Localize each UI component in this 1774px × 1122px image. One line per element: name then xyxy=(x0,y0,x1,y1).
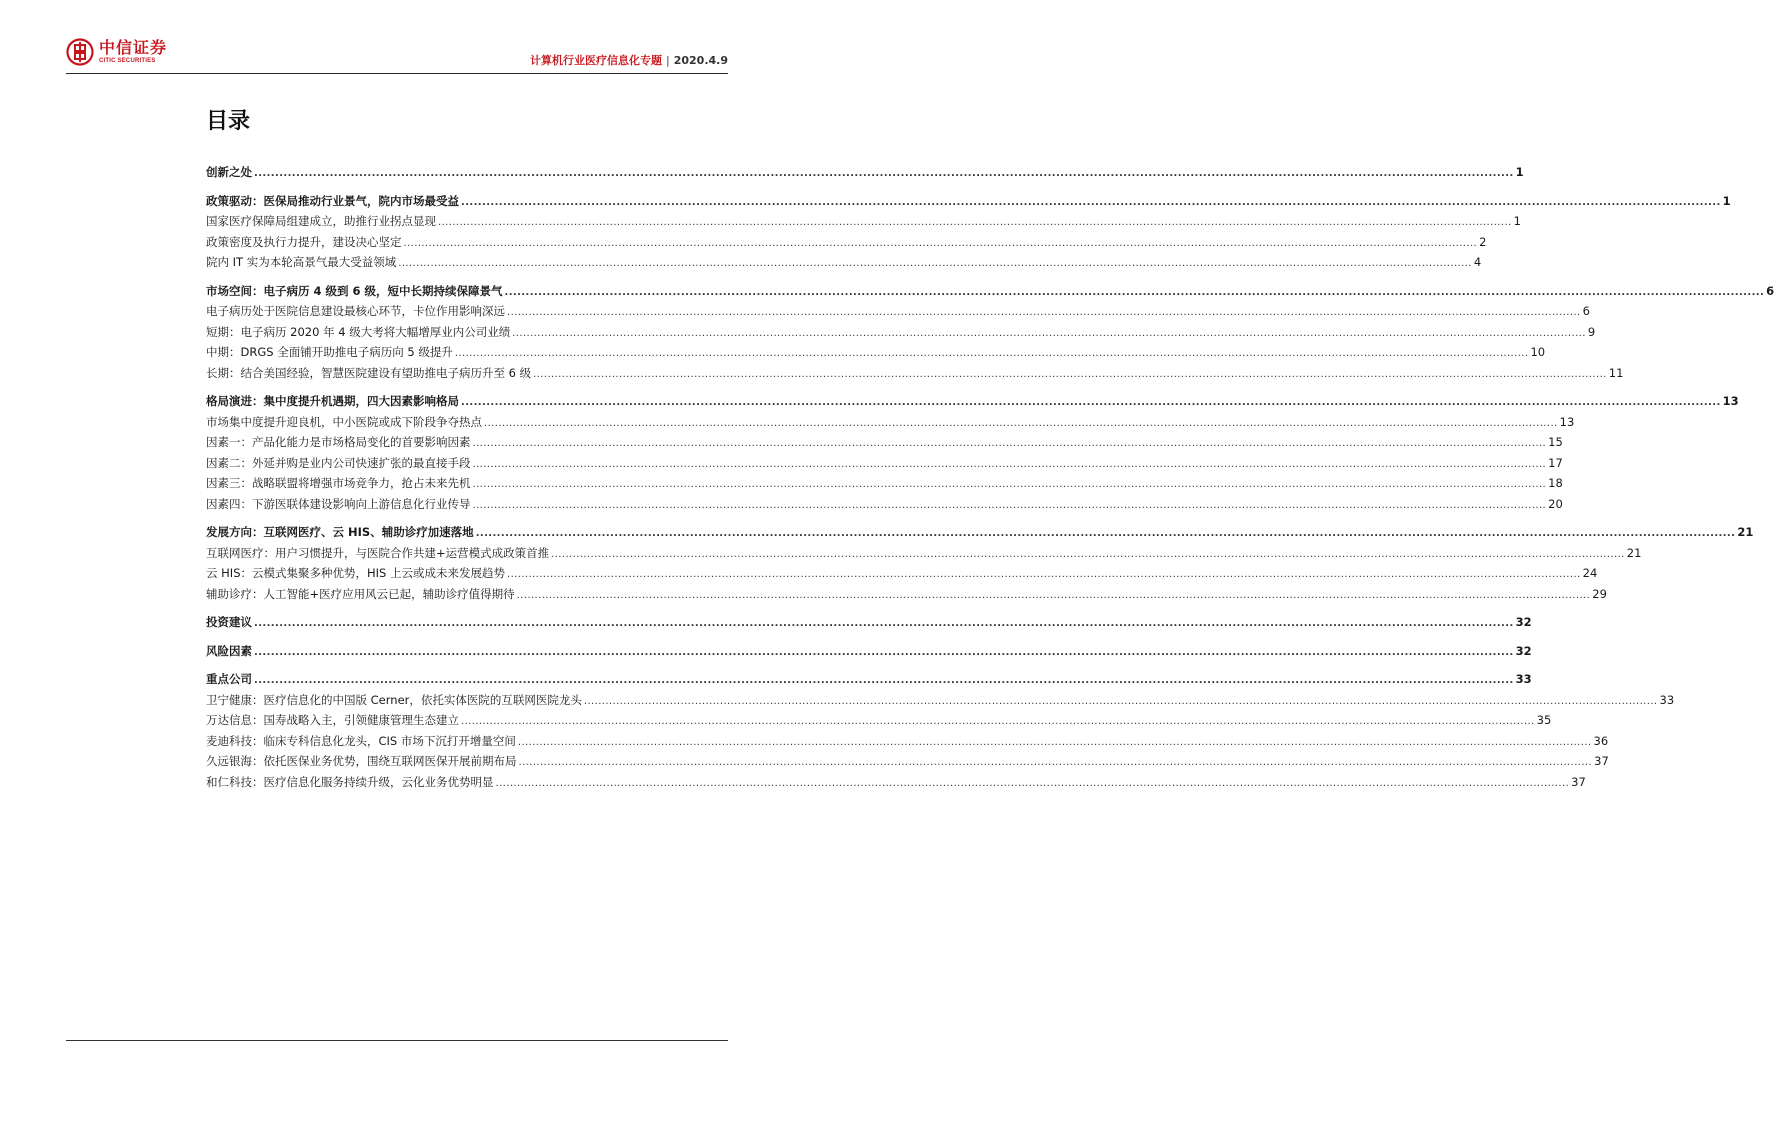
toc-entry-title: 云 HIS：云模式集聚多种优势，HIS 上云或成未来发展趋势 xyxy=(206,566,505,580)
toc-page-number: 35 xyxy=(1536,713,1552,727)
toc-page-number: 29 xyxy=(1592,586,1607,601)
toc-leader-dots: ............................................................................................................................................................................................................................................................................................................ xyxy=(438,217,1512,228)
toc-page-number: 17 xyxy=(1548,455,1563,470)
toc-subsection-entry[interactable] xyxy=(206,733,1609,754)
toc-page-number: 37 xyxy=(1594,754,1609,768)
toc-page-number: 33 xyxy=(1515,672,1532,686)
toc-subsection-entry[interactable] xyxy=(206,234,1487,255)
toc-section-gap xyxy=(206,606,726,614)
report-header-info xyxy=(530,52,728,68)
toc-leader-dots: ............................................................................................................................................................................................................................................................................................................ xyxy=(403,237,1478,249)
toc-entry-title: 电子病历处于医院信息建设最核心环节，卡位作用影响深远 xyxy=(206,304,505,318)
toc-entry-title: 国家医疗保障局组建成立，助推行业拐点显现 xyxy=(206,214,436,228)
toc-subsection-entry[interactable] xyxy=(206,344,1546,365)
toc-leader-dots: ............................................................................................................................................................................................................................................................................................................ xyxy=(461,397,1721,408)
toc-leader-dots: ............................................................................................................................................................................................................................................................................................................ xyxy=(254,675,1514,686)
toc-entry-title: 卫宁健康：医疗信息化的中国版 Cerner，依托实体医院的互联网医院龙头 xyxy=(206,692,582,707)
toc-entry-title: 辅助诊疗：人工智能+医疗应用风云已起，辅助诊疗值得期待 xyxy=(206,586,515,601)
toc-subsection-entry[interactable] xyxy=(206,753,1609,774)
toc-page-number: 1 xyxy=(1515,165,1524,179)
toc-entry-title: 政策密度及执行力提升，建设决心坚定 xyxy=(206,234,402,249)
toc-leader-dots: ............................................................................................................................................................................................................................................................................................................ xyxy=(254,646,1514,658)
toc-page-number: 6 xyxy=(1582,304,1590,318)
toc-subsection-entry[interactable] xyxy=(206,712,1552,733)
toc-entry-title: 麦迪科技：临床专科信息化龙头，CIS 市场下沉打开增量空间 xyxy=(206,733,516,748)
toc-page-number: 32 xyxy=(1515,615,1532,629)
toc-title: 目录 xyxy=(206,109,251,134)
toc-page-number: 10 xyxy=(1530,345,1546,359)
toc-leader-dots: ............................................................................................................................................................................................................................................................................................................ xyxy=(454,348,1529,359)
toc-subsection-entry[interactable] xyxy=(206,414,1575,435)
toc-entry-title: 因素一：产品化能力是市场格局变化的首要影响因素 xyxy=(206,435,471,449)
toc-subsection-entry[interactable] xyxy=(206,565,1598,586)
toc-entry-title: 短期：电子病历 2020 年 4 级大考将大幅增厚业内公司业绩 xyxy=(206,324,511,339)
toc-page-number: 1 xyxy=(1513,214,1521,228)
toc-entry-title: 格局演进：集中度提升机遇期，四大因素影响格局 xyxy=(206,394,459,408)
logo-en-text: CITIC SECURITIES xyxy=(99,58,156,64)
toc-section-entry[interactable] xyxy=(206,643,1532,664)
toc-leader-dots: ............................................................................................................................................................................................................................................................................................................ xyxy=(507,569,1581,580)
toc-page-number: 13 xyxy=(1559,414,1575,429)
toc-subsection-entry[interactable] xyxy=(206,434,1563,455)
toc-subsection-entry[interactable] xyxy=(206,692,1675,713)
toc-page-number: 11 xyxy=(1608,365,1624,380)
header-divider xyxy=(66,73,728,74)
toc-entry-title: 中期：DRGS 全面铺开助推电子病历向 5 级提升 xyxy=(206,345,453,359)
logo-cn-text: 中信证券 xyxy=(99,38,168,57)
toc-page-number: 37 xyxy=(1571,774,1586,789)
toc-subsection-entry[interactable] xyxy=(206,303,1590,324)
report-title: 计算机行业医疗信息化专题 xyxy=(530,54,662,67)
toc-leader-dots: ............................................................................................................................................................................................................................................................................................................ xyxy=(254,618,1514,629)
toc-leader-dots: ............................................................................................................................................................................................................................................................................................................ xyxy=(583,695,1658,707)
toc-section-entry[interactable] xyxy=(206,393,1739,414)
toc-entry-title: 院内 IT 实为本轮高景气最大受益领域 xyxy=(206,255,397,269)
toc-section-entry[interactable] xyxy=(206,614,1532,635)
toc-page-number: 1 xyxy=(1722,193,1731,208)
toc-entry-title: 因素三：战略联盟将增强市场竞争力，抢占未来先机 xyxy=(206,476,471,490)
toc-entry-title: 市场集中度提升迎良机，中小医院或成下阶段争夺热点 xyxy=(206,414,482,429)
toc-section-entry[interactable] xyxy=(206,671,1532,692)
toc-page-number: 13 xyxy=(1722,394,1739,408)
toc-leader-dots: ............................................................................................................................................................................................................................................................................................................ xyxy=(475,528,1736,539)
toc-leader-dots: ............................................................................................................................................................................................................................................................................................................ xyxy=(484,417,1558,429)
toc-page-number: 33 xyxy=(1659,692,1675,707)
toc-entry-title: 久远银海：依托医保业务优势，围绕互联网医保开展前期布局 xyxy=(206,754,517,768)
toc-page-number: 9 xyxy=(1587,324,1596,339)
toc-page-number: 24 xyxy=(1582,566,1598,580)
toc-subsection-entry[interactable] xyxy=(206,365,1624,386)
header-separator: | xyxy=(666,54,670,67)
toc-page-number: 21 xyxy=(1737,525,1754,539)
toc-page-number: 2 xyxy=(1479,234,1487,249)
toc-subsection-entry[interactable] xyxy=(206,774,1586,795)
toc-entry-title: 市场空间：电子病历 4 级到 6 级，短中长期持续保障景气 xyxy=(206,283,503,298)
toc-leader-dots: ............................................................................................................................................................................................................................................................................................................ xyxy=(507,307,1581,318)
toc-page-number: 32 xyxy=(1515,643,1532,658)
toc-leader-dots: ............................................................................................................................................................................................................................................................................................................ xyxy=(461,196,1721,208)
toc-entry-title: 风险因素 xyxy=(206,643,252,658)
toc-leader-dots: ............................................................................................................................................................................................................................................................................................................ xyxy=(398,258,1472,269)
toc-entry-title: 重点公司 xyxy=(206,672,252,686)
footer-divider xyxy=(66,1040,728,1041)
toc-subsection-entry[interactable] xyxy=(206,545,1642,566)
toc-section-gap xyxy=(206,185,726,193)
report-date: 2020.4.9 xyxy=(673,54,728,67)
toc-page-number: 6 xyxy=(1766,283,1774,298)
toc-entry-title: 因素二：外延并购是业内公司快速扩张的最直接手段 xyxy=(206,455,471,470)
toc-page-number: 15 xyxy=(1548,435,1563,449)
toc-leader-dots: ............................................................................................................................................................................................................................................................................................................ xyxy=(518,757,1593,768)
toc-subsection-entry[interactable] xyxy=(206,496,1563,517)
toc-subsection-entry[interactable] xyxy=(206,455,1563,476)
toc-entry-title: 因素四：下游医联体建设影响向上游信息化行业传导 xyxy=(206,496,471,511)
toc-section-entry[interactable] xyxy=(206,193,1731,214)
table-of-contents xyxy=(206,164,1774,794)
toc-leader-dots: ............................................................................................................................................................................................................................................................................................................ xyxy=(472,479,1547,490)
toc-entry-title: 和仁科技：医疗信息化服务持续升级，云化业务优势明显 xyxy=(206,774,494,789)
toc-page-number: 18 xyxy=(1548,476,1563,490)
toc-section-entry[interactable] xyxy=(206,164,1524,185)
toc-section-entry[interactable] xyxy=(206,524,1754,545)
toc-page-number: 4 xyxy=(1473,255,1482,269)
toc-page-number: 21 xyxy=(1626,545,1642,560)
toc-leader-dots: ............................................................................................................................................................................................................................................................................................................ xyxy=(472,499,1547,511)
toc-leader-dots: ............................................................................................................................................................................................................................................................................................................ xyxy=(495,777,1570,789)
toc-leader-dots: ............................................................................................................................................................................................................................................................................................................ xyxy=(254,168,1514,179)
toc-subsection-entry[interactable] xyxy=(206,324,1596,345)
toc-leader-dots: ............................................................................................................................................................................................................................................................................................................ xyxy=(461,716,1535,727)
toc-subsection-entry[interactable] xyxy=(206,475,1563,496)
citic-logo xyxy=(66,38,167,66)
citic-logo-icon xyxy=(66,38,94,66)
toc-entry-title: 互联网医疗：用户习惯提升，与医院合作共建+运营模式成政策首推 xyxy=(206,545,550,560)
toc-leader-dots: ............................................................................................................................................................................................................................................................................................................ xyxy=(472,458,1547,470)
toc-leader-dots: ............................................................................................................................................................................................................................................................................................................ xyxy=(516,589,1591,601)
toc-page-number: 20 xyxy=(1548,496,1563,511)
toc-leader-dots: ............................................................................................................................................................................................................................................................................................................ xyxy=(517,736,1592,748)
toc-page-number: 36 xyxy=(1593,733,1609,748)
toc-section-gap xyxy=(206,663,726,671)
toc-entry-title: 政策驱动：医保局推动行业景气，院内市场最受益 xyxy=(206,193,459,208)
toc-subsection-entry[interactable] xyxy=(206,213,1521,234)
toc-section-gap xyxy=(206,635,726,643)
toc-entry-title: 创新之处 xyxy=(206,165,252,179)
toc-entry-title: 投资建议 xyxy=(206,615,252,629)
toc-leader-dots: ............................................................................................................................................................................................................................................................................................................ xyxy=(533,368,1607,380)
toc-leader-dots: ............................................................................................................................................................................................................................................................................................................ xyxy=(512,327,1586,339)
toc-subsection-entry[interactable] xyxy=(206,254,1482,275)
toc-leader-dots: ............................................................................................................................................................................................................................................................................................................ xyxy=(472,438,1547,449)
toc-leader-dots: ............................................................................................................................................................................................................................................................................................................ xyxy=(504,286,1765,298)
toc-entry-title: 发展方向：互联网医疗、云 HIS、辅助诊疗加速落地 xyxy=(206,525,474,539)
toc-entry-title: 万达信息：国寿战略入主，引领健康管理生态建立 xyxy=(206,713,459,727)
toc-subsection-entry[interactable] xyxy=(206,586,1607,607)
toc-entry-title: 长期：结合美国经验，智慧医院建设有望助推电子病历升至 6 级 xyxy=(206,365,532,380)
toc-leader-dots: ............................................................................................................................................................................................................................................................................................................ xyxy=(551,548,1625,560)
toc-section-gap xyxy=(206,275,726,283)
toc-section-gap xyxy=(206,516,726,524)
page-header xyxy=(66,34,728,78)
toc-section-gap xyxy=(206,385,726,393)
toc-section-entry[interactable] xyxy=(206,283,1774,304)
